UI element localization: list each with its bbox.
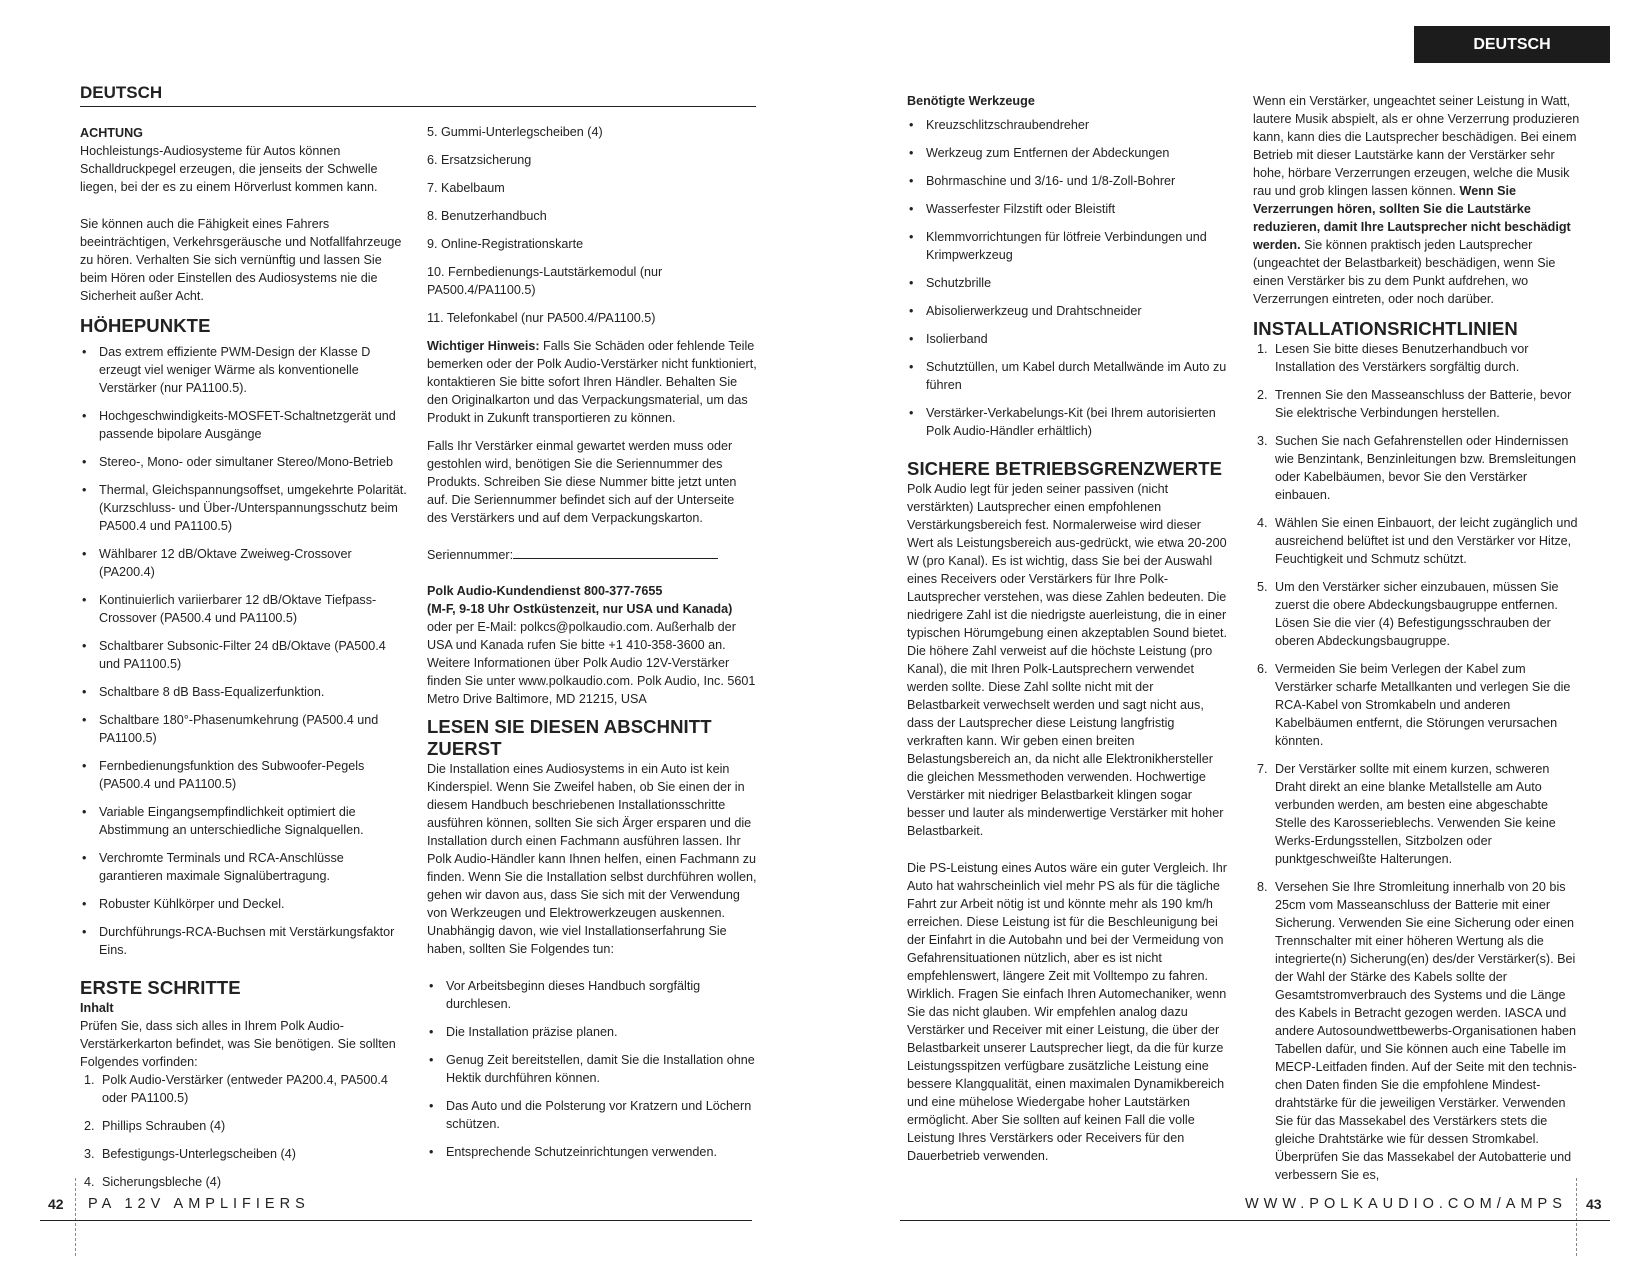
list-item-text: Wählen Sie einen Einbauort, der leicht zugänglich und ausreichend belüftet ist und den Verstärker vor Hitze, Feuchtigkeit und Schmutz schützt. [1275,516,1578,566]
list-item: 5. Gummi-Unterlegscheiben (4) [427,125,603,139]
list-item: 8. Benutzerhandbuch [427,209,547,223]
service-text: oder per E-Mail: polkcs@polkaudio.com. Außerhalb der USA und Kanada rufen Sie bitte +1 410-358-3600 an. Weitere Informationen über Polk Audio 12V-Verstärker finden Sie unter www.polkaudio.com. Polk Audio, Inc. 5601 Metro Drive Baltimore, MD 21215, USA [427,620,756,706]
list-item: • Fernbedienungsfunktion des Subwoofer-Pegels (PA500.4 und PA1100.5) [80,757,410,793]
list-item [1257,340,1583,376]
list-item-number: 2. [1257,388,1268,402]
list-item: • Werkzeug zum Entfernen der Abdeckungen [907,144,1227,162]
list-item: • Abisolierwerkzeug und Drahtschneider [907,302,1227,320]
list-item [1257,878,1583,1184]
list-item-number: 4. [84,1175,95,1189]
list-item: • Variable Eingangsempfindlichkeit optimiert die Abstimmung an unterschiedliche Signalquellen. [80,803,410,839]
contents-list [84,1071,410,1191]
list-item-text: Befestigungs-Unterlegscheiben (4) [102,1147,296,1161]
list-item: • Hochgeschwindigkeits-MOSFET-Schaltnetzgerät und passende bipolare Ausgänge [80,407,410,443]
left-footer-text: PA 12V AMPLIFIERS [88,1196,310,1212]
list-item [1257,386,1583,422]
right-crop-mark [1576,1178,1577,1256]
limits-paragraph-1: Polk Audio legt für jeden seiner passiven (nicht verstärkten) Lautsprecher einen empfohlenen Verstärkungsbereich fest. Normalerweise wird dieser Wert als Leistungsbereich aus-gedrückt, wie etwa 20-200 W (pro Kanal). Es ist wichtig, dass Sie bei der Auswahl eines Receivers oder Verstärkers für Ihre Polk-Lautsprecher verstehen, was diese Zahlen bedeuten. Die niedrigere Zahl ist die niedrigste auerleistung, die in einer typischen Hörumgebung einen akzeptablen Sound bietet. Die höhere Zahl verweist auf die höchste Leistung (pro Kanal), die mit Ihren Polk-Lautsprechern verwendet werden sollte. Diese Zahl sollte nicht mit der Belastbarkeit verwechselt werden und sagt nicht aus, dass der Lautsprecher diese Leistung langfristig verkraften kann. Wir geben einen breiten Belastungsbereich an, da nicht alle Elektronikhersteller die gleichen Messmethoden verwenden. Hochwertige Verstärker mit niedriger Belastbarkeit klingen sogar besser und lauter als minderwertige Verstärker mit hoher Belastbarkeit. [907,482,1227,838]
achtung-paragraph-2: Sie können auch die Fähigkeit eines Fahrers beeinträchtigen, Verkehrsgeräusche und Notfallfahrzeuge zu hören. Verhalten Sie sich vernünftig und lassen Sie beim Hören oder Einstellen des Audiosystems nie die Sicherheit außer Acht. [80,217,402,303]
list-item [1257,514,1583,568]
distortion-paragraph [1253,92,1583,308]
guidelines-title: INSTALLATIONSRICHTLINIEN [1253,318,1518,339]
limits-paragraph-2: Die PS-Leistung eines Autos wäre ein guter Vergleich. Ihr Auto hat wahrscheinlich viel mehr PS als für die tägliche Fahrt zur Arbeit nötig ist und könnte mehr als 190 km/h erreichen. Diese Leistung ist für die Beschleunigung bei der Einfahrt in die Autobahn und bei der Vermeidung von Gefahrensituationen nützlich, aber es ist nicht empfehlenswert, längere Zeit mit Volltempo zu fahren. Wirklich. Fragen Sie einfach Ihren Automechaniker, wenn Sie das nicht glauben. Wir empfehlen analog dazu Verstärker und Receiver mit einer Leistung, die über der Belastbarkeit unserer Lautsprecher liegt, da die für kurze Leistungsspitzen verfügbare zusätzliche Leistung eine bessere Klangqualität, einen maximalen Dynamikbereich und eine mühelose Wiedergabe hoher Lautstärken ermöglicht. Aber Sie sollten auf keinen Fall die volle Leistung Ihres Verstärkers oder Receivers für den Dauerbetrieb verwenden. [907,861,1227,1163]
guidelines-list [1257,340,1583,1184]
list-item-text: Polk Audio-Verstärker (entweder PA200.4, PA500.4 oder PA1100.5) [102,1073,388,1105]
highlights-list [80,343,410,959]
serial-blank-line [513,546,718,559]
list-item [1257,660,1583,750]
list-item: • Kreuzschlitzschraubendreher [907,116,1227,134]
list-item-text: Um den Verstärker sicher einzubauen, müssen Sie zuerst die obere Abdeckungsbaugruppe entfernen. Lösen Sie die vier (4) Befestigungsschrauben der oberen Abdeckungsbaugruppe. [1275,580,1559,648]
serial-label: Seriennummer: [427,548,514,562]
tools-list [907,116,1227,440]
read-first-title: LESEN SIE DIESEN ABSCHNITT ZUERST [427,716,712,759]
list-item [1257,432,1583,504]
list-item: • Isolierband [907,330,1227,348]
service-line-1: Polk Audio-Kundendienst 800-377-7655 [427,584,663,598]
list-item-text: Phillips Schrauben (4) [102,1119,226,1133]
list-item [84,1173,410,1191]
list-item: • Schutztüllen, um Kabel durch Metallwände im Auto zu führen [907,358,1227,394]
serial-paragraph: Falls Ihr Verstärker einmal gewartet werden muss oder gestohlen wird, benötigen Sie die Seriennummer des Produkts. Schreiben Sie diese Nummer bitte jetzt unten auf. Die Seriennummer befindet sich auf der Unterseite des Verstärkers und auf dem Verpackungskarton. [427,439,737,525]
list-item: • Schaltbare 180°-Phasenumkehrung (PA500.4 und PA1100.5) [80,711,410,747]
left-footer-rule [40,1220,752,1221]
list-item [84,1145,410,1163]
list-item-number: 1. [84,1073,95,1087]
list-item: 10. Fernbedienungs-Lautstärkemodul (nur PA500.4/PA1100.5) [427,265,663,297]
important-text: Falls Sie Schäden oder fehlende Teile bemerken oder der Polk Audio-Verstärker nicht funktioniert, kontaktieren Sie bitte sofort Ihren Händler. Behalten Sie den Originalkarton und das Verpackungsmaterial, um das Produkt in Zukunft transportieren zu können. [427,339,757,425]
section-title: DEUTSCH [80,82,756,107]
column-3 [907,92,1227,1184]
service-line-2: (M-F, 9-18 Uhr Ostküstenzeit, nur USA und Kanada) [427,602,733,616]
list-item-text: Trennen Sie den Masseanschluss der Batterie, bevor Sie elektrische Verbindungen herstellen. [1275,388,1572,420]
list-item: 9. Online-Registrationskarte [427,237,584,251]
list-item: 6. Ersatzsicherung [427,153,532,167]
list-item [84,1071,410,1107]
list-item [1257,578,1583,650]
list-item: 7. Kabelbaum [427,181,505,195]
list-item-number: 7. [1257,762,1268,776]
list-item: • Kontinuierlich variierbarer 12 dB/Oktave Tiefpass-Crossover (PA500.4 und PA1100.5) [80,591,410,627]
distortion-text-b: Sie können praktisch jeden Lautsprecher (ungeachtet der Belastbarkeit) beschädigen, wenn Sie einen Verstärker bis zu dem Punkt aufdrehen, wo Verzerrungen eintreten, oder noch darüber. [1253,238,1556,306]
list-item: • Durchführungs-RCA-Buchsen mit Verstärkungsfaktor Eins. [80,923,410,959]
list-item-number: 8. [1257,880,1268,894]
language-tab: DEUTSCH [1414,26,1610,63]
list-item: • Robuster Kühlkörper und Deckel. [80,895,410,913]
column-2 [427,123,757,1179]
list-item: • Schutzbrille [907,274,1227,292]
list-item-number: 4. [1257,516,1268,530]
column-1 [80,124,410,1201]
important-label: Wichtiger Hinweis: [427,339,540,353]
achtung-title: ACHTUNG [80,126,143,140]
list-item [1257,760,1583,868]
list-item: • Schaltbare 8 dB Bass-Equalizerfunktion. [80,683,410,701]
list-item: • Entsprechende Schutzeinrichtungen verwenden. [427,1143,757,1161]
list-item: 11. Telefonkabel (nur PA500.4/PA1100.5) [427,311,656,325]
list-item-number: 6. [1257,662,1268,676]
tools-title: Benötigte Werkzeuge [907,94,1035,108]
list-item: • Das extrem effiziente PWM-Design der Klasse D erzeugt viel weniger Wärme als konventionelle Verstärker (nur PA1100.5). [80,343,410,397]
distortion-text-a: Wenn ein Verstärker, ungeachtet seiner Leistung in Watt, lautere Musik abspielt, als er ohne Verzerrung produzieren kann, kann dies die Lautsprecher beschädigen. Bei einem Betrieb mit dieser Lautstärke kann der Verstärker sehr hohe, hörbare Verzerrungen erzeugen, welche die Musik rau und grob klingen lassen können. [1253,94,1580,198]
read-first-text: Die Installation eines Audiosystems in ein Auto ist kein Kinderspiel. Wenn Sie Zweifel haben, ob Sie einen der in diesem Handbuch beschriebenen Installationsschritte ausführen können, sollten Sie sich Ärger ersparen und die Installation durch einen Fachmann ausführen lassen. Ihr Polk Audio-Händler kann Ihnen helfen, einen Fachmann zu finden. Wenn Sie die Installation selbst durchführen wollen, gehen wir davon aus, dass Sie sich mit der Verwendung von Werkzeugen und Elektrowerkzeugen auskennen. Unabhängig davon, wie viel Installationserfahrung Sie haben, sollten Sie Folgendes tun: [427,762,757,956]
list-item-number: 3. [84,1147,95,1161]
list-item: • Vor Arbeitsbeginn dieses Handbuch sorgfältig durchlesen. [427,977,757,1013]
list-item-number: 5. [1257,580,1268,594]
column-4 [1253,92,1583,1194]
list-item-number: 2. [84,1119,95,1133]
limits-title: SICHERE BETRIEBSGRENZWERTE [907,458,1223,479]
important-note [427,337,757,427]
distortion-text-bold: Wenn Sie Verzerrungen hören, sollten Sie die Lautstärke reduzieren, damit Ihre Lautsprecher nicht beschädigt werden. [1253,184,1571,252]
list-item-text: Vermeiden Sie beim Verlegen der Kabel zum Verstärker scharfe Metallkanten und verlegen Sie die RCA-Kabel von Stromkabeln und anderen Kabelbäumen entfernt, die Störungen verursachen könnten. [1275,662,1571,748]
right-page-number: 43 [1586,1196,1602,1212]
list-item-number: 3. [1257,434,1268,448]
list-item-text: Versehen Sie Ihre Stromleitung innerhalb von 20 bis 25cm vom Masseanschluss der Batterie mit einer Sicherung. Verwenden Sie eine Sicherung oder einen Trennschalter mit einer höheren Wertung als die integrierte(n) Sicherung(en) des/der Verstärker(s). Bei der Wahl der Stärke des Kabels sollte der Gesamtstromverbrauch des Systems und die Länge des Kabels in Betracht gezogen werden. IASCA und andere Autosoundwettbewerbs-Organisationen haben Tabellen dafür, und Sie können auch eine Tabelle im MECP-Leitfaden finden. Auf der Seite mit den technis-chen Daten finden Sie die empfohlene Mindest-drahtstärke für die jeweiligen Verstärker. Verwenden Sie für das Massekabel des Verstärkers stets die gleiche Drahtstärke wie für dessen Stromkabel. Überprüfen Sie das Massekabel der Autobatterie und verbessern Sie es, [1275,880,1577,1182]
list-item: • Wasserfester Filzstift oder Bleistift [907,200,1227,218]
list-item: • Schaltbarer Subsonic-Filter 24 dB/Oktave (PA500.4 und PA1100.5) [80,637,410,673]
list-item: • Die Installation präzise planen. [427,1023,757,1041]
contents-intro: Prüfen Sie, dass sich alles in Ihrem Polk Audio-Verstärkerkarton befindet, was Sie benötigen. Sie sollten Folgendes vorfinden: [80,1019,396,1069]
left-page-number: 42 [48,1196,64,1212]
contents-title: Inhalt [80,1001,114,1015]
first-steps-title: ERSTE SCHRITTE [80,977,241,998]
list-item [84,1117,410,1135]
right-footer-rule [900,1220,1610,1221]
list-item: • Verstärker-Verkabelungs-Kit (bei Ihrem autorisierten Polk Audio-Händler erhältlich) [907,404,1227,440]
achtung-paragraph-1: Hochleistungs-Audiosysteme für Autos können Schalldruckpegel erzeugen, die jenseits der Schwelle liegen, bei der es zu einem Hörverlust kommen kann. [80,144,378,194]
read-first-bullets [427,977,757,1161]
list-item-text: Der Verstärker sollte mit einem kurzen, schweren Draht direkt an eine blanke Metallstelle am Auto verbunden werden, am besten eine abgeschabte Stelle des Karosserieblechs. Verwenden Sie keine Werks-Erdungsstellen, Sitzbolzen oder punktgeschweißte Halterungen. [1275,762,1556,866]
list-item-text: Sicherungsbleche (4) [102,1175,222,1189]
contents-list-continued [427,123,757,327]
list-item: • Bohrmaschine und 3/16- und 1/8-Zoll-Bohrer [907,172,1227,190]
list-item: • Stereo-, Mono- oder simultaner Stereo/Mono-Betrieb [80,453,410,471]
list-item: • Klemmvorrichtungen für lötfreie Verbindungen und Krimpwerkzeug [907,228,1227,264]
list-item-text: Suchen Sie nach Gefahrenstellen oder Hindernissen wie Benzintank, Benzinleitungen bzw. Bremsleitungen oder Kabelbäumen, bevor Sie den Verstärker einbauen. [1275,434,1577,502]
right-footer-text: WWW.POLKAUDIO.COM/AMPS [1245,1196,1567,1212]
list-item: • Wählbarer 12 dB/Oktave Zweiweg-Crossover (PA200.4) [80,545,410,581]
left-crop-mark [75,1178,76,1256]
serial-field [427,546,757,564]
list-item-text: Lesen Sie bitte dieses Benutzerhandbuch vor Installation des Verstärkers sorgfältig durch. [1275,342,1529,374]
list-item-number: 1. [1257,342,1268,356]
list-item: • Verchromte Terminals und RCA-Anschlüsse garantieren maximale Signalübertragung. [80,849,410,885]
list-item: • Das Auto und die Polsterung vor Kratzern und Löchern schützen. [427,1097,757,1133]
list-item: • Thermal, Gleichspannungsoffset, umgekehrte Polarität. (Kurzschluss- und Über-/Unterspannungsschutz beim PA500.4 und PA1100.5) [80,481,410,535]
list-item: • Genug Zeit bereitstellen, damit Sie die Installation ohne Hektik durchführen können. [427,1051,757,1087]
highlights-title: HÖHEPUNKTE [80,315,211,336]
